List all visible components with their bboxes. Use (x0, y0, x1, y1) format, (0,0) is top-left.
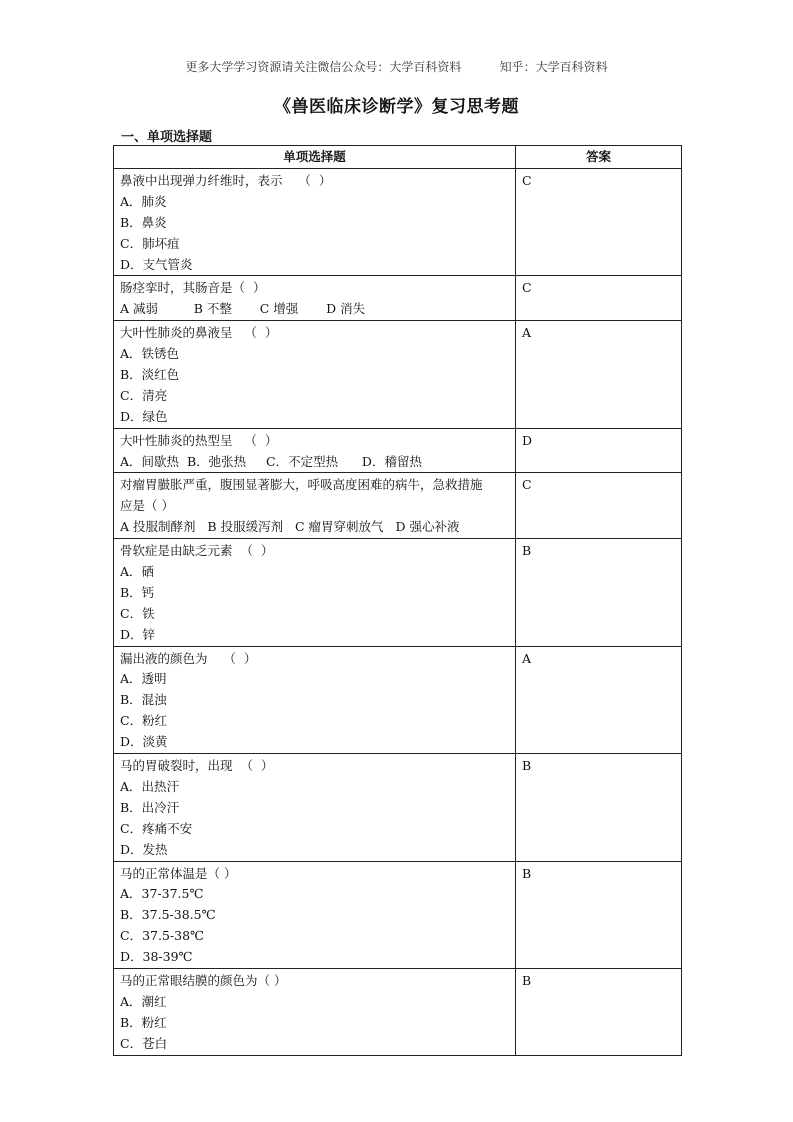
answer-cell (516, 861, 682, 968)
question-option: B．37.5-38.5℃ (120, 907, 216, 923)
question-option: C．清亮 (120, 387, 168, 403)
question-cell (114, 539, 516, 646)
question-option: 应是（ ） (120, 498, 174, 514)
question-option: D．锌 (120, 626, 156, 642)
answer-value: C (522, 173, 532, 188)
answer-value: A (522, 650, 532, 666)
table-row (114, 754, 682, 861)
header-note: 更多大学学习资源请关注微信公众号：大学百科资料 知乎：大学百科资料 (185, 60, 608, 74)
answer-cell (516, 321, 682, 428)
column-header-question: 单项选择题 (114, 146, 516, 169)
section-title: 一、单项选择题 (121, 130, 213, 145)
question-option: A．间歇热 B．弛张热 C．不定型热 D．稽留热 (120, 453, 422, 469)
question-option: A．透明 (120, 671, 167, 687)
answer-value: C (522, 477, 532, 493)
question-table (113, 145, 682, 1056)
question-option: A．37-37.5℃ (120, 886, 204, 902)
question-option: D．38-39℃ (120, 949, 193, 965)
answer-value: A (522, 325, 532, 341)
answer-value: B (522, 758, 532, 774)
question-cell (114, 754, 516, 861)
question-stem: 鼻液中出现弹力纤维时，表示 （ ） (120, 173, 332, 188)
table-row (114, 321, 682, 428)
answer-cell (516, 968, 682, 1055)
question-stem: 马的正常眼结膜的颜色为（ ） (120, 972, 287, 988)
table-row (114, 539, 682, 646)
table-header-row (114, 146, 682, 169)
question-stem: 大叶性肺炎的鼻液呈 （ ） (120, 325, 278, 341)
question-option: B．出冷汗 (120, 799, 180, 815)
question-stem: 马的胃破裂时，出现 （ ） (120, 758, 274, 774)
answer-value: C (522, 280, 532, 296)
document-title: 《兽医临床诊断学》复习思考题 (274, 97, 519, 117)
question-option: B．钙 (120, 584, 155, 600)
answer-cell (516, 754, 682, 861)
question-cell (114, 169, 516, 276)
question-stem: 对瘤胃臌胀严重，腹围显著膨大，呼吸高度困难的病牛，急救措施 (120, 477, 483, 493)
question-option: C．粉红 (120, 713, 168, 729)
question-stem: 马的正常体温是（ ） (120, 865, 237, 881)
question-option: C．肺坏疽 (120, 235, 180, 251)
question-cell (114, 646, 516, 753)
question-option: C．37.5-38℃ (120, 928, 205, 944)
question-option: C．铁 (120, 605, 155, 621)
table-row (114, 169, 682, 276)
answer-value: B (522, 543, 532, 559)
question-cell (114, 968, 516, 1055)
answer-cell (516, 473, 682, 539)
question-cell (114, 321, 516, 428)
question-option: D．绿色 (120, 408, 168, 424)
answer-value: D (522, 432, 533, 448)
question-option: B．鼻炎 (120, 214, 167, 230)
question-option: A．铁锈色 (120, 346, 180, 362)
question-option: C．苍白 (120, 1035, 168, 1051)
answer-cell (516, 169, 682, 276)
question-option: A．硒 (120, 564, 155, 580)
question-option: A 投服制酵剂 B 投服缓泻剂 C 瘤胃穿刺放气 D 强心补液 (120, 519, 460, 535)
question-option: D．发热 (120, 841, 168, 857)
question-stem: 肠痉挛时，其肠音是（ ） (120, 280, 266, 296)
answer-value: B (522, 865, 532, 881)
question-option: A．潮红 (120, 993, 167, 1009)
question-option: B．混浊 (120, 692, 167, 708)
table-row (114, 473, 682, 539)
question-option: B．粉红 (120, 1014, 167, 1030)
question-option: B．淡红色 (120, 367, 180, 383)
table-row (114, 646, 682, 753)
question-option: A．出热汗 (120, 778, 180, 794)
table-row (114, 968, 682, 1055)
answer-value: B (522, 972, 532, 988)
question-stem: 漏出液的颜色为 （ ） (120, 650, 257, 666)
question-cell (114, 276, 516, 321)
question-option: A 减弱 B 不整 C 增强 D 消失 (120, 301, 366, 317)
question-option: D．淡黄 (120, 734, 168, 750)
column-header-answer: 答案 (516, 146, 682, 169)
question-cell (114, 428, 516, 473)
answer-cell (516, 428, 682, 473)
question-option: C．疼痛不安 (120, 820, 193, 836)
table-row (114, 428, 682, 473)
question-cell (114, 473, 516, 539)
question-option: D．支气管炎 (120, 256, 193, 272)
table-row (114, 276, 682, 321)
question-option: A．肺炎 (120, 193, 167, 209)
answer-cell (516, 276, 682, 321)
question-stem: 骨软症是由缺乏元素 （ ） (120, 543, 274, 559)
table-row (114, 861, 682, 968)
question-cell (114, 861, 516, 968)
answer-cell (516, 646, 682, 753)
table-body (114, 169, 682, 1056)
question-stem: 大叶性肺炎的热型呈 （ ） (120, 432, 278, 448)
answer-cell (516, 539, 682, 646)
